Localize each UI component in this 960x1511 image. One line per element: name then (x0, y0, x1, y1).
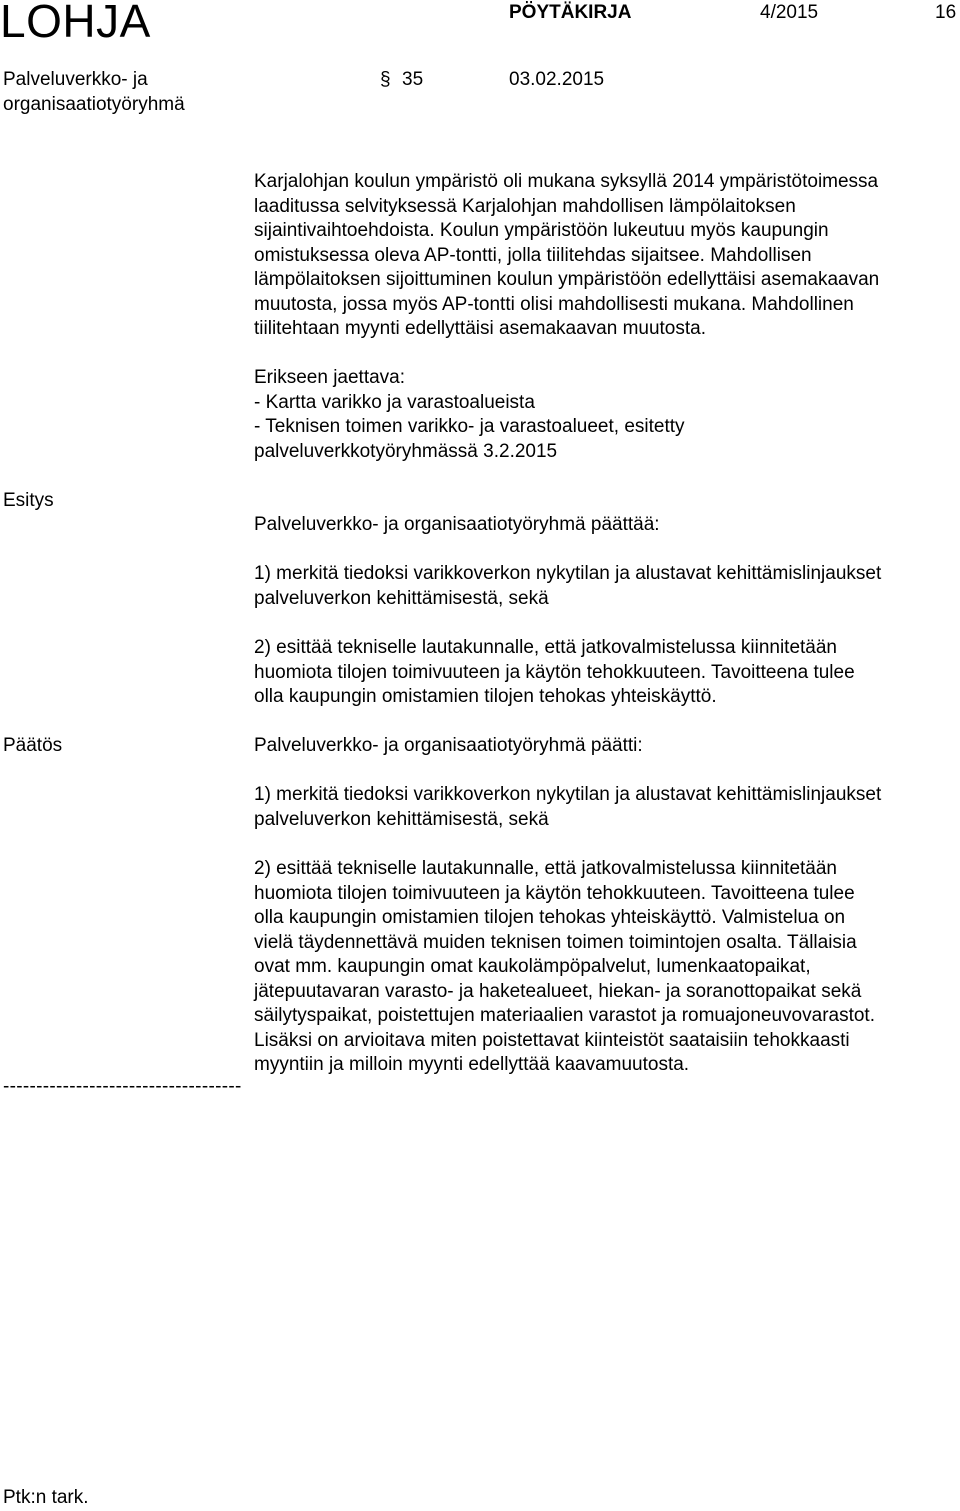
text-line: tiilitehtaan myynti edellyttäisi asemakaavan muutosta. (254, 318, 707, 339)
decision-item-1 (254, 783, 960, 832)
proposal-item-2 (254, 636, 960, 710)
lohja-logo: LOHJA (0, 0, 151, 47)
section-divider: ------------------------------------ (3, 1076, 242, 1097)
text-line: 2) esittää tekniselle lautakunnalle, että jatkovalmistelussa kiinnitetään (254, 858, 837, 879)
text-line: olla kaupungin omistamien tilojen tehokas yhteiskäyttö. Valmistelua on (254, 907, 846, 928)
attachments-list (254, 366, 960, 464)
proposal-label: Esitys (3, 490, 54, 511)
org-line: organisaatiotyöryhmä (3, 93, 185, 115)
text-line: 1) merkitä tiedoksi varikkoverkon nykytilan ja alustavat kehittämislinjaukset (254, 784, 882, 805)
text-line: olla kaupungin omistamien tilojen tehokas yhteiskäyttö. (254, 686, 717, 707)
section-sign: § (380, 69, 391, 90)
text-line: palveluverkkotyöryhmässä 3.2.2015 (254, 440, 558, 462)
minutes-checker-label: Ptk:n tark. (3, 1487, 89, 1508)
document-type: PÖYTÄKIRJA (509, 2, 632, 23)
proposal-heading: Palveluverkko- ja organisaatiotyöryhmä päättää: (254, 514, 660, 535)
text-line: sijaintivaihtoehdoista. Koulun ympäristöön lukeutuu myös kaupungin (254, 220, 829, 241)
text-line: palveluverkon kehittämisestä, sekä (254, 587, 549, 609)
decision-heading: Palveluverkko- ja organisaatiotyöryhmä päätti: (254, 735, 643, 756)
text-line: 2) esittää tekniselle lautakunnalle, että jatkovalmistelussa kiinnitetään (254, 637, 837, 658)
section-number: 35 (402, 69, 424, 90)
text-line: huomiota tilojen toimivuuteen ja käytön tehokkuuteen. Tavoitteena tulee (254, 882, 855, 904)
text-line: - Teknisen toimen varikko- ja varastoalueet, esitetty (254, 416, 685, 437)
text-line: huomiota tilojen toimivuuteen ja käytön tehokkuuteen. Tavoitteena tulee (254, 661, 855, 683)
text-line: muutosta, jossa myös AP-tontti olisi mahdollisesti mukana. Mahdollinen (254, 293, 854, 315)
text-line: 1) merkitä tiedoksi varikkoverkon nykytilan ja alustavat kehittämislinjaukset (254, 563, 882, 584)
organization-name (3, 68, 185, 117)
text-line: lämpölaitoksen sijoittuminen koulun ympäristöön edellyttäisi asemakaavan (254, 269, 880, 290)
text-line: vielä täydennettävä muiden teknisen toimen toimintojen osalta. Tällaisia (254, 931, 857, 953)
text-line: Erikseen jaettava: (254, 367, 406, 388)
proposal-item-1 (254, 562, 960, 611)
text-line: Karjalohjan koulun ympäristö oli mukana syksyllä 2014 ympäristötoimessa (254, 171, 879, 192)
text-line: laaditussa selvityksessä Karjalohjan mahdollisen lämpölaitoksen (254, 195, 796, 217)
page-number: 16 (935, 2, 957, 23)
meeting-number: 4/2015 (760, 2, 819, 23)
text-line: - Kartta varikko ja varastoalueista (254, 391, 535, 413)
text-line: palveluverkon kehittämisestä, sekä (254, 808, 549, 830)
text-line: ovat mm. kaupungin omat kaukolämpöpalvelut, lumenkaatopaikat, (254, 956, 811, 977)
text-line: jätepuutavaran varasto- ja haketealueet, hiekan- ja soranottopaikat sekä (254, 980, 862, 1002)
org-line: Palveluverkko- ja (3, 69, 148, 90)
intro-paragraph (254, 170, 960, 342)
text-line: Lisäksi on arvioitava miten poistettavat kiinteistöt saataisiin tehokkaasti (254, 1029, 850, 1051)
decision-label: Päätös (3, 735, 63, 756)
text-line: säilytyspaikat, poistettujen materiaalien varastot ja romuajoneuvovarastot. (254, 1005, 875, 1026)
text-line: omistuksessa oleva AP-tontti, jolla tiilitehdas sijaitsee. Mahdollisen (254, 244, 812, 266)
decision-item-2 (254, 857, 960, 1078)
text-line: myyntiin ja milloin myynti edellyttää kaavamuutosta. (254, 1054, 690, 1075)
meeting-date: 03.02.2015 (509, 69, 605, 90)
